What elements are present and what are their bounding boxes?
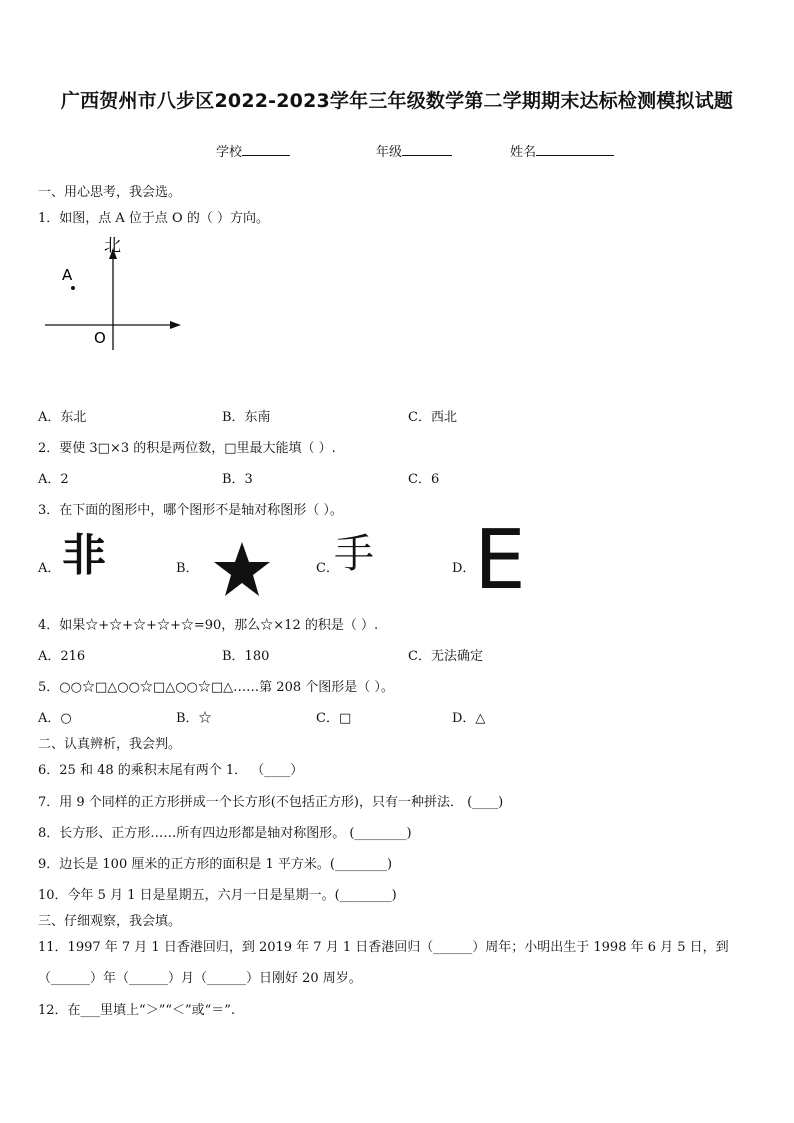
east-arrow-icon: [170, 321, 181, 329]
q5-option-a[interactable]: A．○: [38, 711, 72, 726]
school-label: 学校: [216, 145, 243, 160]
q11-text-line1: 11．1997 年 7 月 1 日香港回归，到 2019 年 7 月 1 日香港回归（______）周年；小明出生于 1998 年 6 月 5 日，到: [38, 940, 729, 955]
q8-text: 8．长方形、正方形……所有四边形都是轴对称图形。 (________): [38, 826, 412, 841]
section-1-heading: 一、用心思考，我会选。: [38, 185, 182, 200]
q3-glyph-shou: 手: [334, 531, 374, 577]
grade-label: 年级: [376, 145, 403, 160]
name-label: 姓名: [510, 145, 537, 160]
q1-text: 1．如图，点 A 位于点 O 的（ ）方向。: [38, 211, 269, 226]
q4-text: 4．如果☆+☆+☆+☆+☆=90，那么☆×12 的积是（ ）.: [38, 618, 379, 633]
q10-text: 10．今年 5 月 1 日是星期五，六月一日是星期一。(________): [38, 888, 397, 903]
q1-option-c[interactable]: C．西北: [408, 410, 457, 425]
q4-option-b[interactable]: B．180: [222, 649, 270, 664]
q5-option-c[interactable]: C．□: [316, 711, 352, 726]
q3-text: 3．在下面的图形中，哪个图形不是轴对称图形（ ）。: [38, 503, 343, 518]
q3-option-a[interactable]: A．: [38, 561, 61, 576]
q3-option-c[interactable]: C．: [316, 561, 339, 576]
q1-option-a[interactable]: A．东北: [38, 410, 87, 425]
q5-text: 5．○○☆□△○○☆□△○○☆□△……第 208 个图形是（ ）。: [38, 680, 394, 695]
q4-option-a[interactable]: A．216: [38, 649, 86, 664]
point-a-label: A: [62, 266, 73, 284]
origin-label: O: [94, 329, 106, 347]
q11-text-line2: （______）年（______）月（______）日刚好 20 周岁。: [38, 971, 362, 986]
section-2-heading: 二、认真辨析，我会判。: [38, 737, 182, 752]
q3-option-b[interactable]: B．: [176, 561, 199, 576]
section-3-heading: 三、仔细观察，我会填。: [38, 914, 182, 929]
q7-text: 7．用 9 个同样的正方形拼成一个长方形(不包括正方形)，只有一种拼法． (____): [38, 795, 504, 810]
q1-option-b[interactable]: B．东南: [222, 410, 271, 425]
q1-compass-figure: [40, 232, 190, 350]
point-a-dot: [71, 286, 75, 290]
q3-glyph-e: E: [474, 513, 526, 608]
north-label: 北: [104, 236, 121, 256]
q2-option-a[interactable]: A．2: [38, 472, 69, 487]
star-icon: [212, 541, 272, 597]
school-blank[interactable]: [242, 143, 290, 156]
q9-text: 9．边长是 100 厘米的正方形的面积是 1 平方米。(________): [38, 857, 393, 872]
q6-text: 6．25 和 48 的乘积末尾有两个 1． （____）: [38, 763, 304, 778]
name-field: [510, 141, 614, 160]
page-title: 广西贺州市八步区2022-2023学年三年级数学第二学期期末达标检测模拟试题: [60, 90, 734, 112]
q3-glyph-fei: 非: [62, 530, 106, 581]
q5-option-d[interactable]: D．△: [452, 711, 486, 726]
grade-blank[interactable]: [402, 143, 452, 156]
q2-option-b[interactable]: B．3: [222, 472, 253, 487]
q2-option-c[interactable]: C．6: [408, 472, 440, 487]
q3-option-d[interactable]: D．: [452, 561, 476, 576]
q4-option-c[interactable]: C．无法确定: [408, 649, 483, 664]
q2-text: 2．要使 3□×3 的积是两位数，□里最大能填（ ）.: [38, 441, 336, 456]
school-field: [216, 141, 290, 160]
q5-option-b[interactable]: B．☆: [176, 711, 212, 726]
grade-field: [376, 141, 452, 160]
name-blank[interactable]: [536, 143, 614, 156]
q12-text: 12．在___里填上“＞”“＜”或“＝”.: [38, 1003, 236, 1018]
